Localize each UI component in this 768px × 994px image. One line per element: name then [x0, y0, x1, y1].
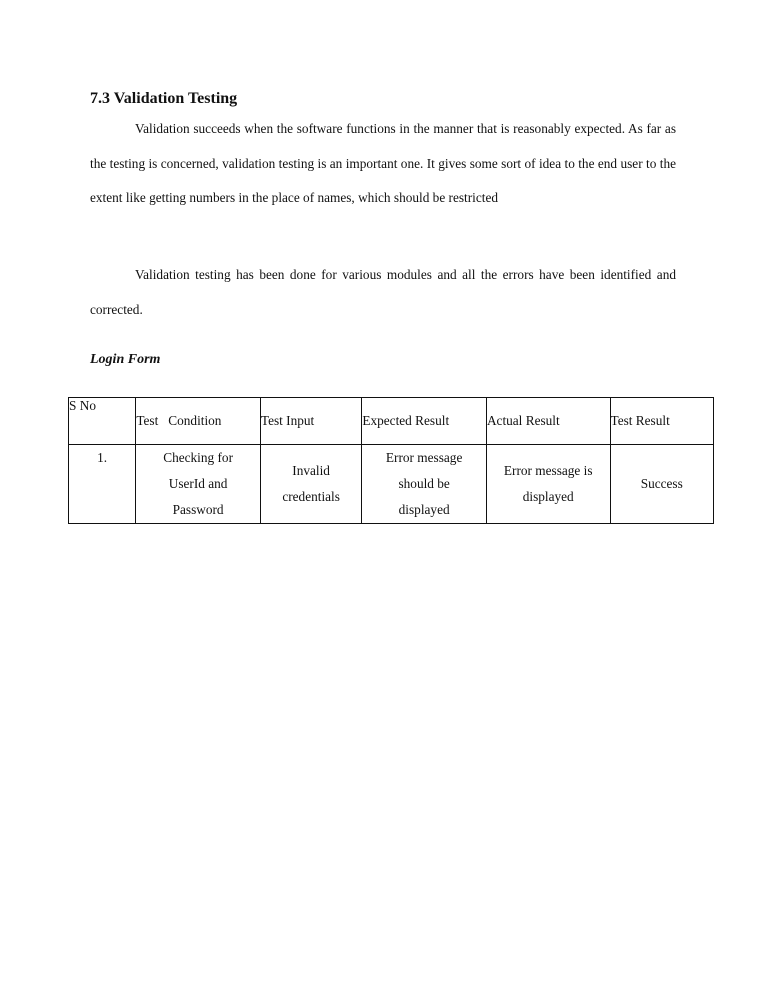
header-test-condition-text: Test Condition — [136, 413, 222, 428]
login-form-heading: Login Form — [90, 352, 161, 367]
cell-line: UserId and — [168, 476, 228, 491]
header-expected-result: Expected Result — [362, 398, 487, 445]
cell-actual-result — [486, 445, 610, 524]
cell-line: Checking for — [163, 450, 233, 465]
cell-test-condition — [136, 445, 261, 524]
cell-line: Invalid — [292, 463, 330, 478]
header-test-input: Test Input — [260, 398, 361, 445]
header-sno: S No — [69, 398, 136, 445]
cell-test-result: Success — [610, 445, 714, 524]
header-test-result: Test Result — [610, 398, 714, 445]
cell-line: displayed — [522, 489, 574, 504]
table-header-row — [69, 398, 714, 445]
cell-line: Password — [172, 502, 224, 517]
cell-line: Error message is — [503, 463, 593, 478]
cell-sno: 1. — [69, 445, 136, 524]
paragraph-validation-definition: Validation succeeds when the software functions in the manner that is reasonably expected. As far as the testing is concerned, validation testing is an important one. It gives some sort of idea to the end user to the extent like getting numbers in the place of names, which should be restricted — [90, 121, 676, 205]
cell-line: credentials — [282, 489, 340, 504]
cell-line: displayed — [398, 502, 450, 517]
table-row — [69, 445, 714, 524]
login-form-test-table — [68, 397, 714, 524]
cell-line: should be — [398, 476, 450, 491]
paragraph-validation-done: Validation testing has been done for various modules and all the errors have been identified and corrected. — [90, 267, 676, 317]
cell-line: Error message — [385, 450, 463, 465]
section-heading: 7.3 Validation Testing — [90, 90, 238, 107]
cell-test-input — [260, 445, 361, 524]
cell-expected-result — [362, 445, 487, 524]
header-actual-result: Actual Result — [486, 398, 610, 445]
header-test-condition — [136, 398, 261, 445]
